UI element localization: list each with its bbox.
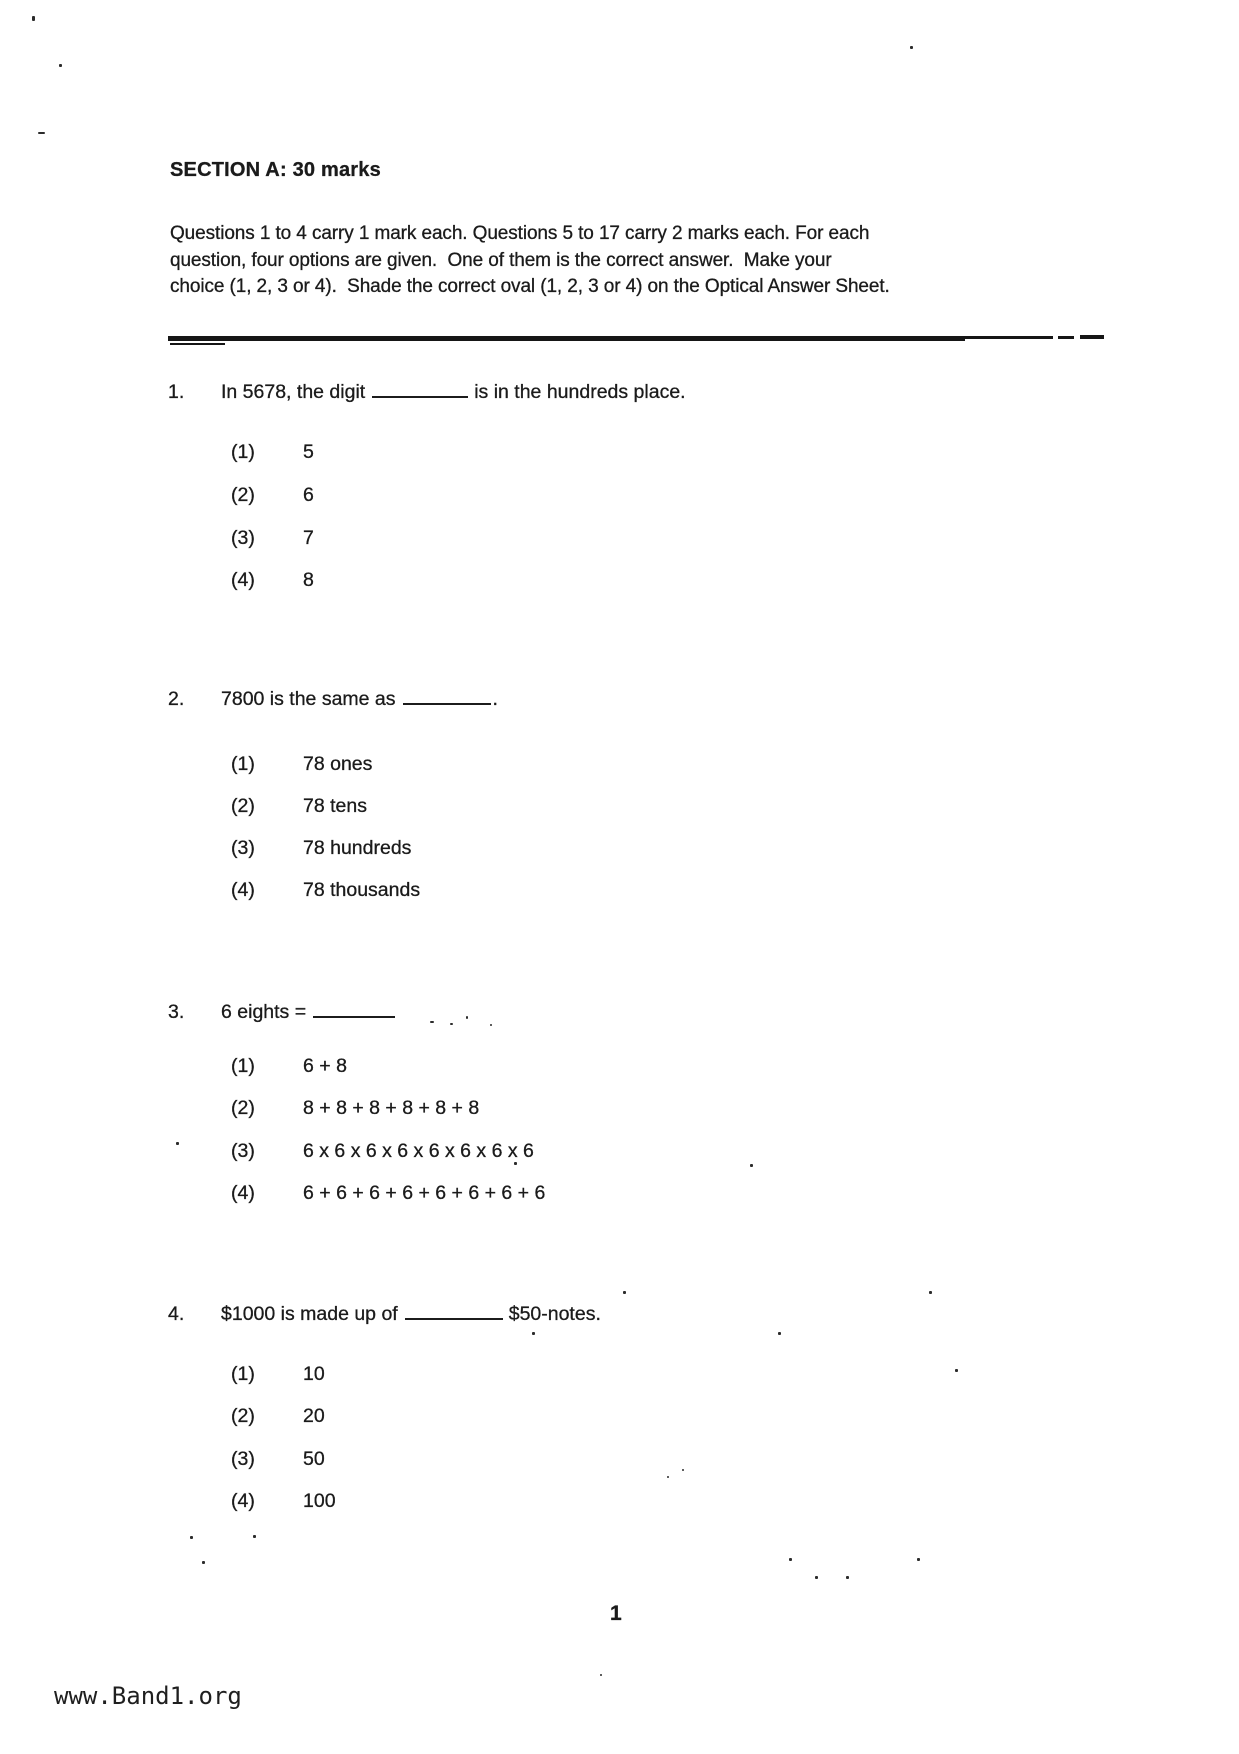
question-number: 1.: [168, 381, 185, 403]
option-label: (4): [231, 1182, 255, 1204]
scan-speck: [253, 1535, 256, 1538]
scan-speck: [430, 1021, 434, 1023]
scan-speck: [623, 1291, 626, 1294]
option-text: 6: [303, 484, 314, 506]
question-number: 2.: [168, 688, 185, 710]
option-text: 5: [303, 441, 314, 463]
option-label: (4): [231, 1490, 255, 1512]
option-text: 8: [303, 569, 314, 591]
scan-speck: [667, 1476, 669, 1478]
question-2-option-3: [231, 837, 411, 860]
divider-line: [168, 336, 965, 341]
scan-speck: [59, 64, 62, 67]
stem-text: $50-notes.: [508, 1303, 601, 1325]
question-4-option-4: [231, 1490, 336, 1513]
scan-speck: [778, 1332, 781, 1335]
stem-text: $1000 is made up of: [221, 1303, 398, 1325]
question-3-option-3: [231, 1140, 534, 1163]
divider-line: [170, 343, 225, 345]
stem-text: 6 eights =: [221, 1001, 307, 1023]
option-label: (1): [231, 441, 255, 463]
scan-speck: [955, 1369, 958, 1372]
scan-speck: [600, 1674, 602, 1676]
question-1-option-1: [231, 441, 314, 464]
answer-blank: [405, 1316, 503, 1320]
stem-text: 7800 is the same as: [221, 688, 396, 710]
scan-speck: [917, 1558, 920, 1561]
option-label: (1): [231, 753, 255, 775]
option-text: 8 + 8 + 8 + 8 + 8 + 8: [303, 1097, 480, 1119]
divider-line: [965, 336, 1053, 339]
scan-speck: [466, 1016, 468, 1019]
divider-line: [1080, 335, 1104, 339]
answer-blank: [403, 701, 491, 705]
scan-speck: [815, 1576, 818, 1579]
instructions-paragraph: [170, 221, 890, 301]
option-label: (2): [231, 1097, 255, 1119]
option-label: (1): [231, 1363, 255, 1385]
option-text: 78 ones: [303, 753, 373, 775]
question-4-stem: [168, 1303, 601, 1326]
scan-speck: [202, 1561, 205, 1564]
scan-speck: [929, 1291, 932, 1294]
option-label: (3): [231, 837, 255, 859]
stem-text: In 5678, the digit: [221, 381, 366, 403]
option-text: 6 + 8: [303, 1055, 347, 1077]
option-label: (4): [231, 879, 255, 901]
question-4-option-2: [231, 1405, 325, 1428]
question-3-stem: [168, 1001, 401, 1024]
option-text: 78 tens: [303, 795, 367, 817]
question-1-option-4: [231, 569, 314, 592]
question-3-option-1: [231, 1055, 347, 1078]
instructions-line: question, four options are given. One of them is the correct answer. Make your: [170, 249, 832, 271]
option-text: 78 hundreds: [303, 837, 412, 859]
stem-text: is in the hundreds place.: [474, 381, 686, 403]
question-1-stem: [168, 381, 686, 404]
option-label: (1): [231, 1055, 255, 1077]
question-2-option-2: [231, 795, 367, 818]
question-4-option-1: [231, 1363, 325, 1386]
scan-speck: [190, 1536, 193, 1539]
scan-speck: [532, 1332, 535, 1335]
scan-speck: [846, 1576, 849, 1579]
scan-speck: [682, 1469, 684, 1471]
answer-blank: [372, 394, 468, 398]
stem-text: .: [492, 688, 498, 710]
option-text: 78 thousands: [303, 879, 421, 901]
scan-speck: [750, 1164, 753, 1167]
question-2-stem: [168, 688, 498, 711]
question-2-option-1: [231, 753, 372, 776]
divider-line: [1058, 336, 1074, 339]
scan-speck: [176, 1142, 179, 1145]
page-number: 1: [610, 1602, 622, 1625]
section-title: SECTION A: 30 marks: [170, 159, 381, 181]
question-1-option-2: [231, 484, 314, 507]
option-label: (4): [231, 569, 255, 591]
scan-speck: [789, 1558, 792, 1561]
option-text: 10: [303, 1363, 325, 1385]
instructions-line: choice (1, 2, 3 or 4). Shade the correct oval (1, 2, 3 or 4) on the Optical Answer Sheet.: [170, 276, 890, 297]
option-label: (3): [231, 527, 255, 549]
question-number: 3.: [168, 1001, 185, 1023]
question-number: 4.: [168, 1303, 185, 1325]
question-3-option-4: [231, 1182, 545, 1205]
answer-blank: [313, 1014, 395, 1018]
instructions-line: Questions 1 to 4 carry 1 mark each. Questions 5 to 17 carry 2 marks each. For each: [170, 223, 870, 244]
option-text: 20: [303, 1405, 325, 1427]
scan-speck: [450, 1023, 453, 1025]
option-label: (3): [231, 1140, 255, 1162]
scan-speck: [38, 132, 45, 134]
question-3-option-2: [231, 1097, 479, 1120]
option-label: (2): [231, 795, 255, 817]
option-label: (2): [231, 1405, 255, 1427]
option-text: 50: [303, 1448, 325, 1470]
scan-speck: [910, 46, 913, 49]
question-1-option-3: [231, 527, 314, 550]
scan-speck: [32, 16, 35, 21]
option-label: (3): [231, 1448, 255, 1470]
question-2-option-4: [231, 879, 420, 902]
footer-website: www.Band1.org: [54, 1682, 242, 1710]
question-4-option-3: [231, 1448, 325, 1471]
option-text: 6 + 6 + 6 + 6 + 6 + 6 + 6 + 6: [303, 1182, 546, 1204]
scan-speck: [490, 1024, 492, 1026]
option-text: 7: [303, 527, 314, 549]
option-label: (2): [231, 484, 255, 506]
option-text: 100: [303, 1490, 336, 1512]
option-text: 6 x 6 x 6 x 6 x 6 x 6 x 6 x 6: [303, 1140, 534, 1162]
